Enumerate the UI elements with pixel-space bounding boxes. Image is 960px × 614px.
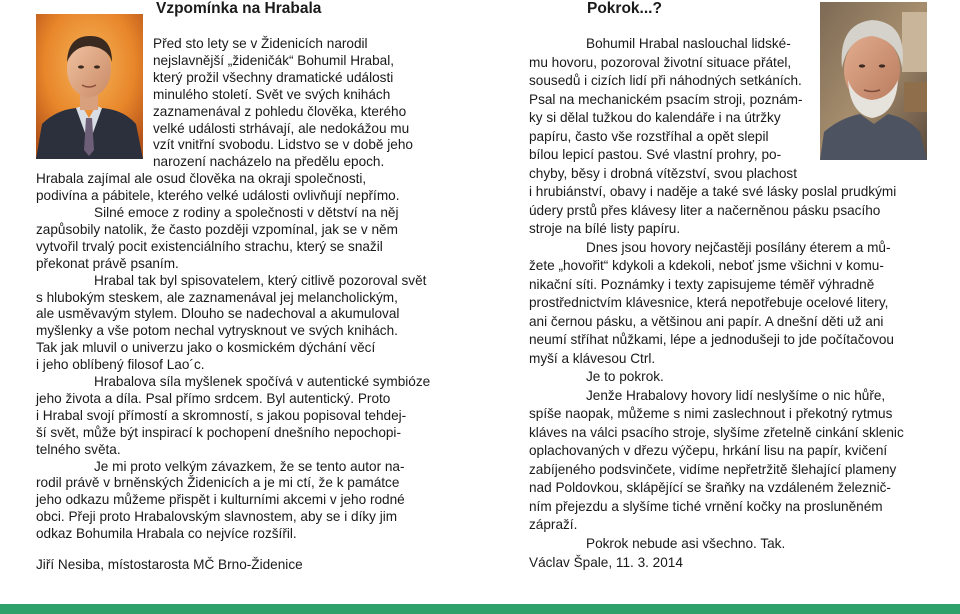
text-line: myšlenky a vše potom nechal vytrysknout ve svých knihách. — [36, 323, 398, 339]
text-line: Před sto lety se v Židenicích narodil — [153, 36, 368, 51]
right-article-signature: Václav Špale, 11. 3. 2014 — [529, 555, 683, 570]
text-line: zapůsobily natolik, že často později vzpomínal, jak se v něm — [36, 221, 398, 237]
text-line: i Hrabal svojí přímostí a skromností, s jakou popisoval tehdej- — [36, 407, 407, 423]
text-line: údery prstů přes klávesy liter a načerněnou pásku psacího — [529, 202, 881, 218]
portrait-photo-older-man — [820, 2, 927, 160]
young-man-portrait-image — [36, 14, 143, 159]
text-line: telného světa. — [36, 441, 121, 457]
text-line: rodil právě v brněnských Židenicích a je mi ctí, že k památce — [36, 475, 400, 491]
text-line: podivína a pábitele, kterého velké události ovlivňují nepřímo. — [36, 188, 400, 204]
text-line: Dnes jsou hovory nejčastěji posílány éterem a mů- — [586, 239, 891, 255]
text-line: sousedů i cizích lidí při náhodných setkáních. — [529, 73, 802, 88]
text-line: ani černou pásku, a většinou ani papír. A dnešní děti už ani — [529, 313, 884, 329]
text-line: vytvořil trvalý pocit existenciálního strachu, který se snažil — [36, 238, 383, 254]
text-line: papíru, často vše rozstříhal a opět slepil — [529, 128, 769, 144]
text-line: oplachovaných v dřezu výčepu, hrkání lisu na papír, kvičení — [529, 443, 888, 458]
text-line: Pokrok nebude asi všechno. Tak. — [586, 535, 786, 551]
text-line: Hrabal tak byl spisovatelem, který citlivě pozoroval svět — [94, 272, 427, 288]
left-article-signature: Jiří Nesiba, místostarosta MČ Brno-Židenice — [36, 557, 303, 572]
text-line: Bohumil Hrabal naslouchal lidské- — [586, 36, 791, 51]
text-line: ale usměvavým stylem. Dlouho se nadechoval a akumuloval — [36, 306, 400, 322]
text-line: velké události strhávají, ale nedokážou mu — [153, 120, 410, 136]
left-article-title: Vzpomínka na Hrabala — [156, 0, 322, 17]
text-line: zabíjeného podsvinčete, vidíme nepřetržitě šlehající plameny — [529, 461, 897, 477]
text-line: chyby, běsy i drobná vítězství, svou plachost — [529, 165, 797, 181]
text-line: nejslavnější „žideničák“ Bohumil Hrabal, — [153, 52, 395, 68]
text-line: i jeho oblíbený filosof Lao´c. — [36, 357, 205, 373]
text-line: myší a klávesou Ctrl. — [529, 350, 656, 366]
text-line: zaznamenával z pohledu člověka, kterého — [153, 103, 407, 119]
text-line: prostřednictvím klávesnice, která nepotřebuje ocelové litery, — [529, 295, 889, 310]
text-line: i hrubiánství, obavy i naděje a také své lásky poslal prudkými — [529, 184, 897, 199]
older-man-portrait-image — [820, 2, 927, 160]
right-article-title: Pokrok...? — [587, 0, 662, 17]
text-line: jeho odkazu můžeme přispět i kulturními akcemi v jeho rodné — [36, 492, 405, 508]
text-line: Psal na mechanickém psacím stroji, poznám- — [529, 91, 803, 107]
text-line: s hlubokým steskem, ale zaznamenával jej melancholickým, — [36, 289, 398, 305]
text-line: narození nacházelo na předělu epoch. — [153, 154, 385, 170]
text-line: kláves na válci psacího stroje, slyšíme zřetelně cinkání sklenic — [529, 424, 904, 440]
text-line: mu hovoru, pozoroval životní situace přátel, — [529, 54, 792, 70]
bottom-green-rule — [0, 604, 960, 614]
text-line: zápraží. — [529, 517, 578, 532]
portrait-photo-young-man — [36, 14, 143, 159]
text-line: bílou lepicí pastou. Své vlastní prohry, po- — [529, 147, 782, 162]
text-line: neumí stříhat nůžkami, lépe a jednodušeji to jde počítačovou — [529, 332, 894, 347]
text-line: minulého století. Svět ve svých knihách — [153, 86, 391, 102]
text-line: ky si dělal tužkou do kalendáře i na útržky — [529, 110, 781, 125]
text-line: odkaz Bohumila Hrabala co nejvíce rozšířil. — [36, 526, 297, 542]
text-line: jeho života a díla. Psal přímo srdcem. Byl autentický. Proto — [36, 390, 391, 406]
text-line: ním přejezdu a slyšíme tiché vrnění kočky na prosluněném — [529, 498, 883, 514]
text-line: nad Poldovkou, sklápějící se šraňky na vzdáleném železnič- — [529, 480, 891, 495]
text-line: Je to pokrok. — [586, 369, 664, 384]
text-line: ší svět, může být inspirací k pochopení dnešního nepochopi- — [36, 424, 401, 440]
text-line: Silné emoce z rodiny a společnosti v dětství na něj — [94, 205, 399, 220]
text-line: stroje na bílé listy papíru. — [529, 221, 681, 236]
text-line: vzít vnitřní svobodu. Lidstvo se v době jeho — [153, 137, 413, 153]
text-line: Tak jak mluvil o univerzu jako o kosmickém dýchání věcí — [36, 340, 376, 356]
text-line: obci. Přeji proto Hrabalovským slavnostem, aby se i díky jim — [36, 509, 398, 525]
text-line: žete „hovořit“ kdykoli a kdekoli, neboť jsme všichni v komu- — [529, 258, 884, 273]
text-line: Hrabala zajímal ale osud člověka na okraji společnosti, — [36, 171, 367, 187]
text-line: Jenže Hrabalovy hovory lidí neslyšíme o nic hůře, — [586, 387, 886, 403]
text-line: Hrabalova síla myšlenek spočívá v autentické symbióze — [94, 374, 431, 389]
text-line: který prožil všechny dramatické události — [153, 69, 394, 85]
text-line: nikační síti. Poznámky i texty zapisujeme téměř výhradně — [529, 276, 875, 292]
text-line: Je mi proto velkým závazkem, že se tento autor na- — [94, 458, 405, 474]
text-line: spíše naopak, můžeme s nimi zaslechnout i překotný rytmus — [529, 406, 893, 421]
text-line: překonat právě psaním. — [36, 255, 179, 271]
